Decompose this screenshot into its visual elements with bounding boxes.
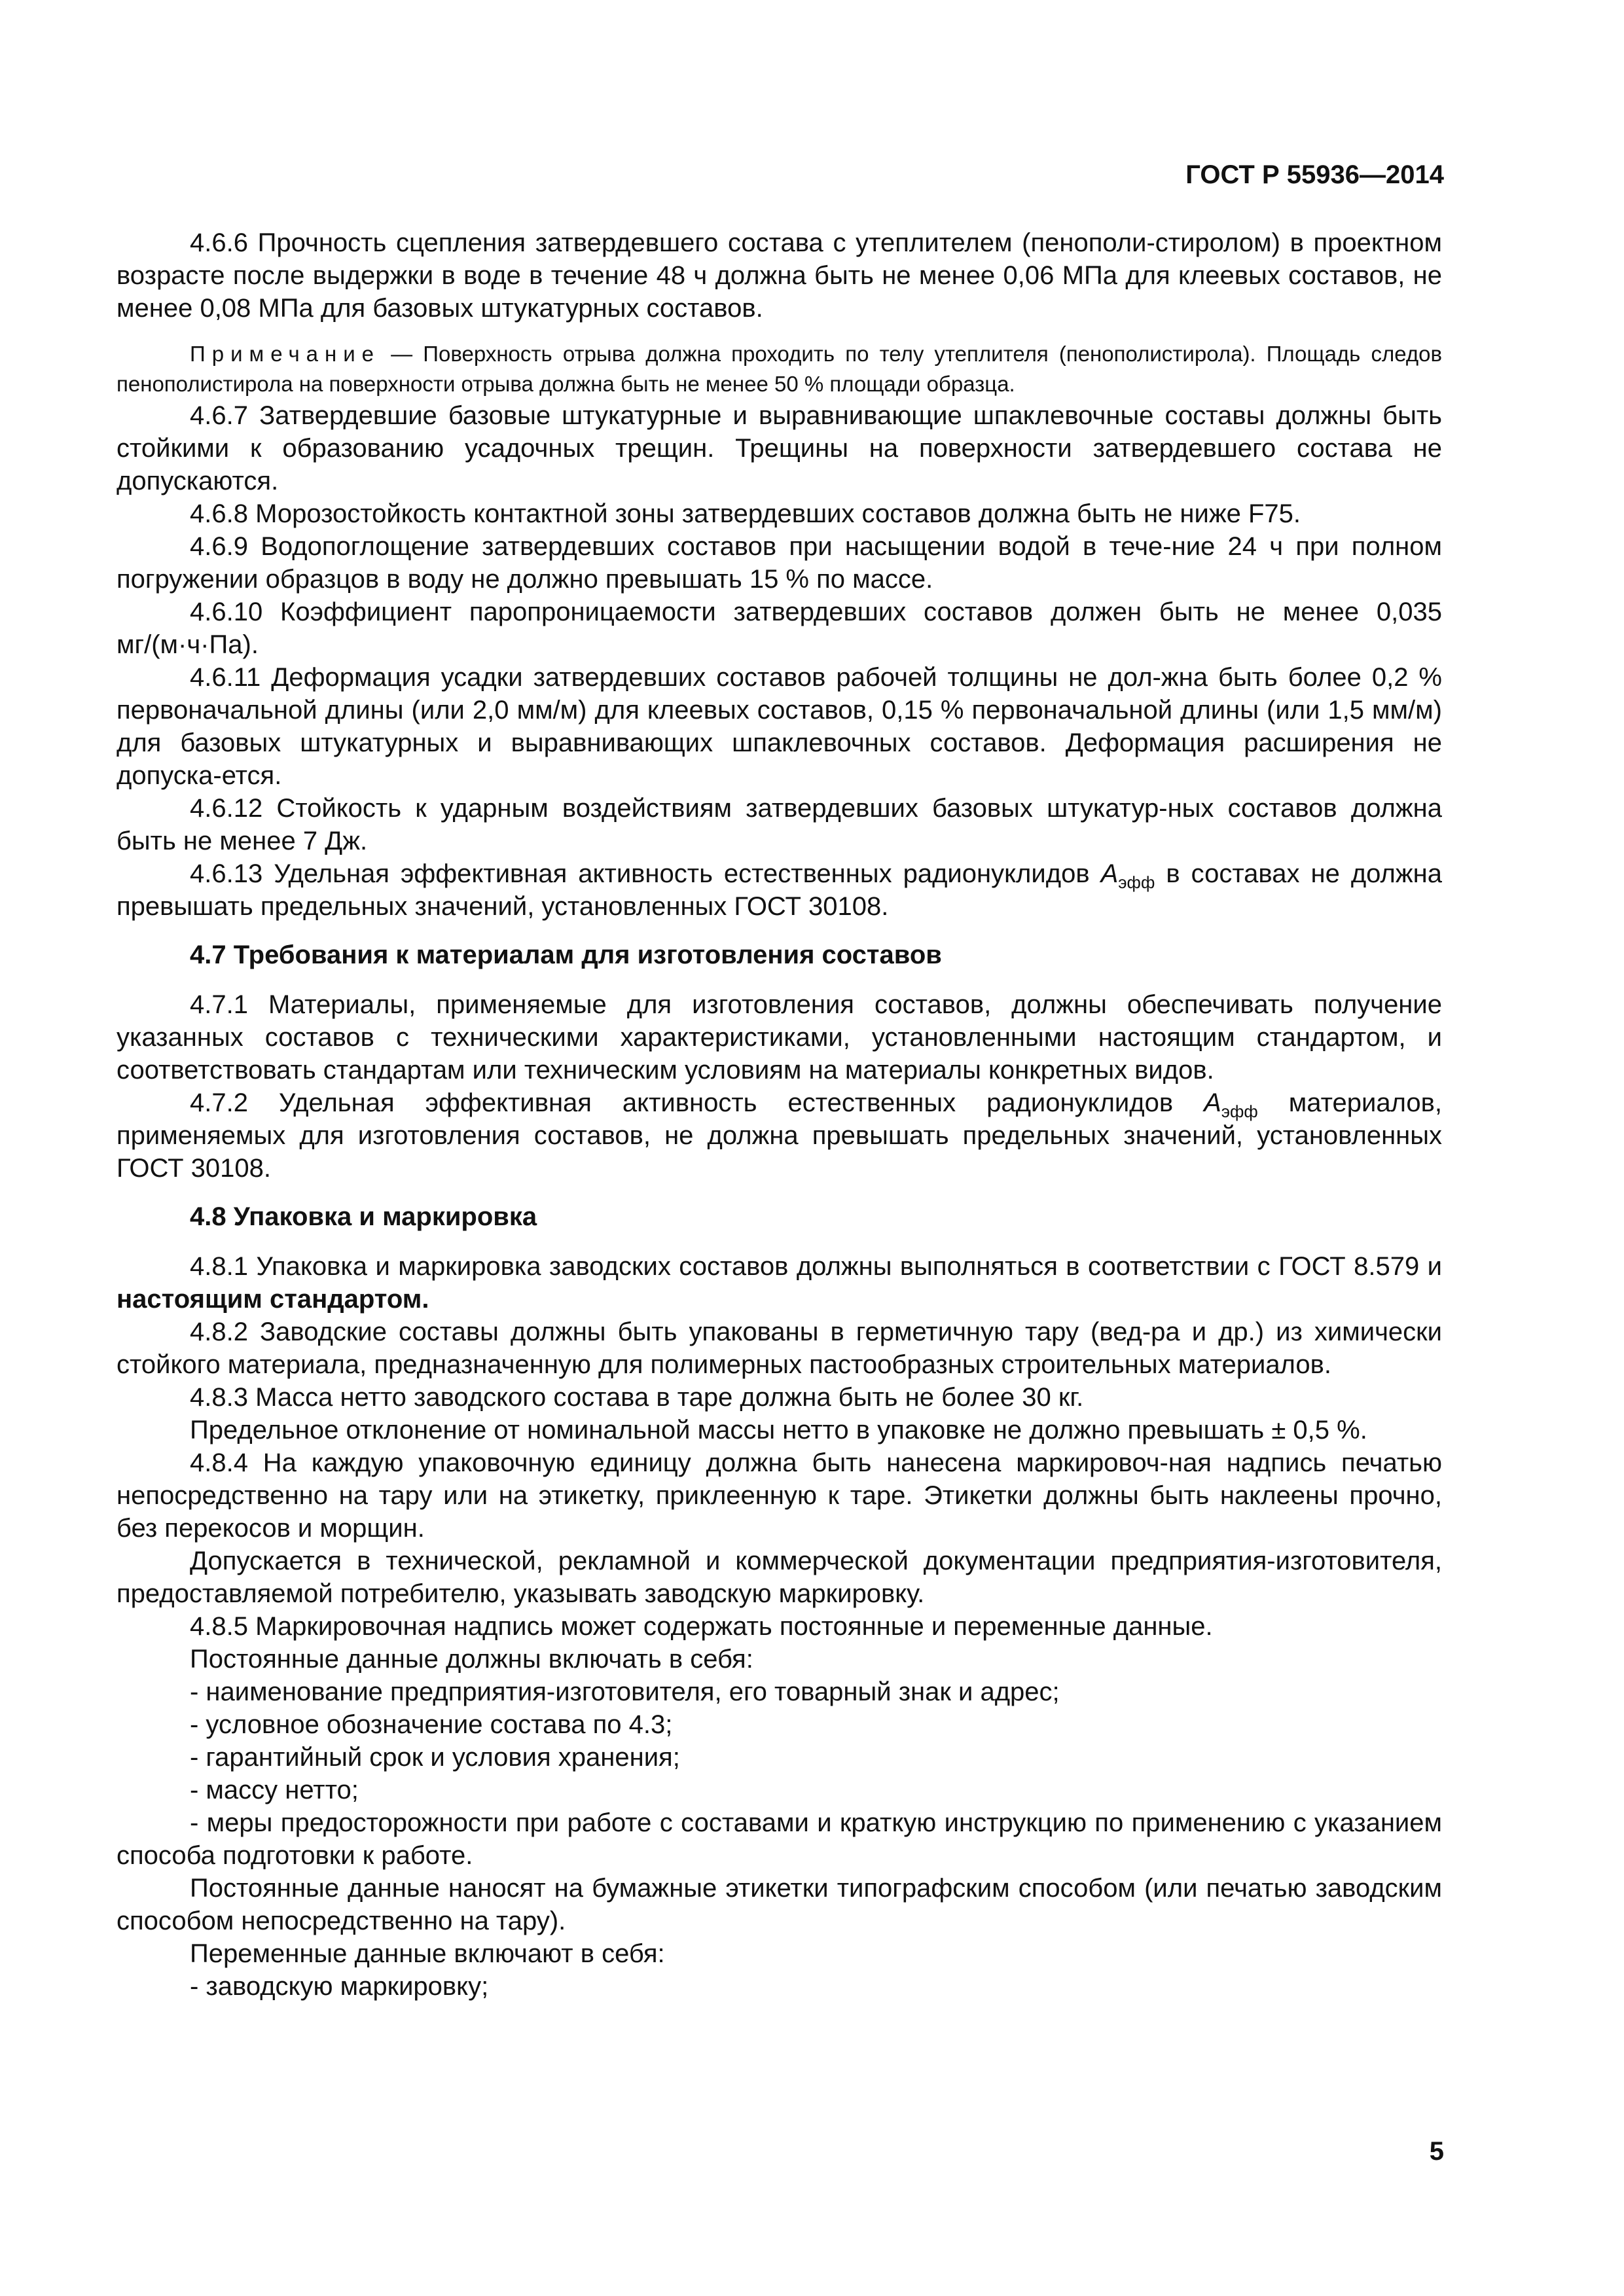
paragraph-4-6-9: 4.6.9 Водопоглощение затвердевших составов при насыщении водой в тече-ние 24 ч при полном погружении образцов в воду не должно превышать 15 % по массе. bbox=[117, 532, 1442, 594]
note-dash: — bbox=[380, 342, 424, 366]
list-item: - условное обозначение состава по 4.3; bbox=[190, 1710, 673, 1739]
activity-subscript: эфф bbox=[1221, 1102, 1258, 1121]
paragraph-4-6-12: 4.6.12 Стойкость к ударным воздействиям затвердевших базовых штукатур-ных составов должна быть не менее 7 Дж. bbox=[117, 794, 1442, 855]
paragraph-4-6-13 bbox=[117, 857, 1442, 923]
paragraph-4-6-7: 4.6.7 Затвердевшие базовые штукатурные и выравнивающие шпаклевочные составы должны быть стойкими к образованию усадочных трещин. Трещины на поверхности затвердевшего состава не допускаются. bbox=[117, 401, 1442, 495]
paragraph-4-8-3-tolerance: Предельное отклонение от номинальной массы нетто в упаковке не должно превышать ± 0,5 %. bbox=[190, 1416, 1367, 1444]
paragraph-4-6-13-text-b: в составах не должна превышать предельных значений, установленных ГОСТ 30108. bbox=[117, 859, 1442, 921]
paragraph-4-8-5-printing: Постоянные данные наносят на бумажные этикетки типографским способом (или печатью заводским способом непосредственно на тару). bbox=[117, 1874, 1442, 1935]
paragraph-4-8-5-variable-data: Переменные данные включают в себя: bbox=[190, 1939, 665, 1968]
section-heading-4-7: 4.7 Требования к материалам для изготовления составов bbox=[190, 941, 942, 969]
paragraph-4-6-13-text-a: 4.6.13 Удельная эффективная активность естественных радионуклидов bbox=[190, 859, 1101, 888]
paragraph-4-8-5-constant-data: Постоянные данные должны включать в себя: bbox=[190, 1645, 753, 1674]
paragraph-4-6-8: 4.6.8 Морозостойкость контактной зоны затвердевших составов должна быть не ниже F75. bbox=[190, 499, 1301, 528]
section-heading-4-8: 4.8 Упаковка и маркировка bbox=[190, 1202, 537, 1231]
note-text: Поверхность отрыва должна проходить по телу утеплителя (пенополистирола). Площадь следов пенополистирола на поверхности отрыва должна быть не менее 50 % площади образца. bbox=[117, 342, 1443, 396]
note bbox=[117, 339, 1442, 399]
list-item: - наименование предприятия-изготовителя, его товарный знак и адрес; bbox=[190, 1677, 1060, 1706]
paragraph-4-8-1 bbox=[117, 1250, 1442, 1316]
paragraph-4-8-2: 4.8.2 Заводские составы должны быть упакованы в герметичную тару (вед-ра и др.) из химически стойкого материала, предназначенную для полимерных пастообразных строительных материалов. bbox=[117, 1318, 1442, 1379]
activity-symbol: А bbox=[1204, 1088, 1221, 1117]
paragraph-4-8-1-bold: настоящим стандартом. bbox=[117, 1285, 429, 1314]
paragraph-4-6-10: 4.6.10 Коэффициент паропроницаемости затвердевших составов должен быть не менее 0,035 мг/(м·ч·Па). bbox=[117, 598, 1442, 659]
list-item: - заводскую маркировку; bbox=[190, 1972, 489, 2001]
paragraph-4-7-2-text-b: материалов, применяемых для изготовления составов, не должна превышать предельных значений, установленных ГОСТ 30108. bbox=[117, 1088, 1442, 1183]
list-item: - гарантийный срок и условия хранения; bbox=[190, 1743, 680, 1772]
list-item: - массу нетто; bbox=[190, 1776, 359, 1804]
paragraph-4-8-5: 4.8.5 Маркировочная надпись может содержать постоянные и переменные данные. bbox=[190, 1612, 1213, 1641]
paragraph-4-8-4-allowance: Допускается в технической, рекламной и коммерческой документации предприятия-изготовителя, предоставляемой потребителю, указывать заводскую маркировку. bbox=[117, 1547, 1442, 1608]
paragraph-4-6-11: 4.6.11 Деформация усадки затвердевших составов рабочей толщины не дол-жна быть более 0,2 % первоначальной длины (или 2,0 мм/м) для клеевых составов, 0,15 % первоначальной длины (или 1,5 мм/м) для базовых штукатурных и выравнивающих шпаклевочных составов. Деформация расширения не допуска-ется. bbox=[117, 663, 1442, 790]
paragraph-4-6-6: 4.6.6 Прочность сцепления затвердевшего состава с утеплителем (пенополи-стиролом) в проектном возрасте после выдержки в воде в течение 48 ч должна быть не менее 0,06 МПа для клеевых составов, не менее 0,08 МПа для базовых штукатурных составов. bbox=[117, 228, 1442, 323]
activity-symbol: А bbox=[1100, 859, 1119, 888]
paragraph-4-8-3: 4.8.3 Масса нетто заводского состава в таре должна быть не более 30 кг. bbox=[190, 1383, 1084, 1412]
paragraph-4-7-2 bbox=[117, 1086, 1442, 1185]
note-label: Примечание bbox=[190, 342, 381, 366]
paragraph-4-7-1: 4.7.1 Материалы, применяемые для изготовления составов, должны обеспечивать получение указанных составов с техническими характеристиками, установленными настоящим стандартом, и соответствовать стандартам или техническим условиям на материалы конкретных видов. bbox=[117, 990, 1442, 1085]
paragraph-4-8-1-text-a: 4.8.1 Упаковка и маркировка заводских составов должны выполняться в соответствии с ГОСТ 8.579 и bbox=[190, 1252, 1442, 1281]
document-number-header: ГОСТ Р 55936—2014 bbox=[1185, 160, 1444, 189]
page-number: 5 bbox=[1429, 2137, 1444, 2166]
list-item: - меры предосторожности при работе с составами и краткую инструкцию по применению с указанием способа подготовки к работе. bbox=[117, 1808, 1442, 1870]
paragraph-4-7-2-text-a: 4.7.2 Удельная эффективная активность естественных радионуклидов bbox=[190, 1088, 1204, 1117]
paragraph-4-8-4: 4.8.4 На каждую упаковочную единицу должна быть нанесена маркировоч-ная надпись печатью непосредственно на тару или на этикетку, приклеенную к таре. Этикетки должны быть наклеены прочно, без перекосов и морщин. bbox=[117, 1448, 1442, 1543]
activity-subscript: эфф bbox=[1118, 872, 1155, 892]
document-body bbox=[117, 226, 1442, 2003]
